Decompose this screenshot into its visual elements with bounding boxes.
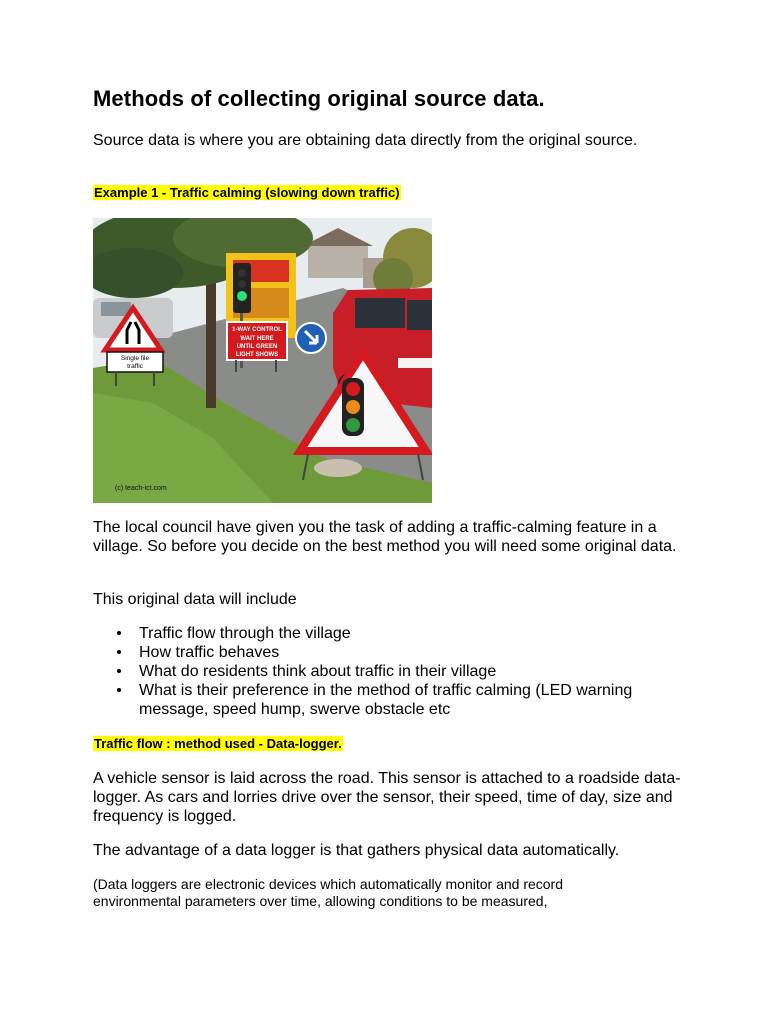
photo-watermark: (c) teach-ict.com (115, 485, 167, 492)
example1-heading (93, 185, 401, 200)
list-item (93, 681, 669, 719)
traffic-flow-heading (93, 736, 343, 751)
sign-line-2: WAIT HERE (240, 336, 274, 342)
traffic-flow-heading-text: Traffic flow : method used - Data-logger. (94, 736, 342, 751)
council-paragraph: The local council have given you the task of adding a traffic-calming feature in a village. So before you decide on the best method you will need some original data. (93, 519, 677, 555)
list-item (93, 624, 693, 643)
data-bullet-list (93, 624, 693, 719)
single-file-sign-line-1: Single file (120, 355, 150, 362)
intro-paragraph: Source data is where you are obtaining data directly from the original source. (93, 132, 638, 149)
example1-heading-text: Example 1 - Traffic calming (slowing down traffic) (94, 185, 400, 200)
advantage-paragraph: The advantage of a data logger is that gathers physical data automatically. (93, 842, 620, 859)
list-item-text: What is their preference in the method of traffic calming (LED warning message, speed hump, swerve obstacle etc (139, 682, 633, 718)
bullet-icon (117, 688, 121, 692)
page-title: Methods of collecting original source data. (93, 86, 545, 111)
bullet-icon (117, 650, 121, 654)
bullet-icon (117, 631, 121, 635)
bullet-icon (117, 669, 121, 673)
list-item-text: Traffic flow through the village (139, 625, 351, 642)
list-item-text: How traffic behaves (139, 644, 280, 661)
sign-line-4: LIGHT SHOWS (235, 352, 279, 358)
include-paragraph: This original data will include (93, 591, 297, 608)
list-item-text: What do residents think about traffic in their village (139, 663, 497, 680)
list-item (93, 643, 693, 662)
traffic-calming-photo (93, 218, 432, 503)
sign-line-3: UNTIL GREEN (236, 344, 278, 350)
note-paragraph: (Data loggers are electronic devices which automatically monitor and record environmental parameters over time, allowing conditions to be measured, (93, 876, 563, 909)
traffic-photo-illustration (93, 218, 432, 503)
sign-line-1: 1-WAY CONTROL (232, 327, 282, 333)
single-file-sign-line-2: traffic (127, 363, 143, 370)
sensor-paragraph: A vehicle sensor is laid across the road. This sensor is attached to a roadside data-logger. As cars and lorries drive over the sensor, their speed, time of day, size and frequency is logged. (93, 770, 681, 825)
list-item (93, 662, 693, 681)
